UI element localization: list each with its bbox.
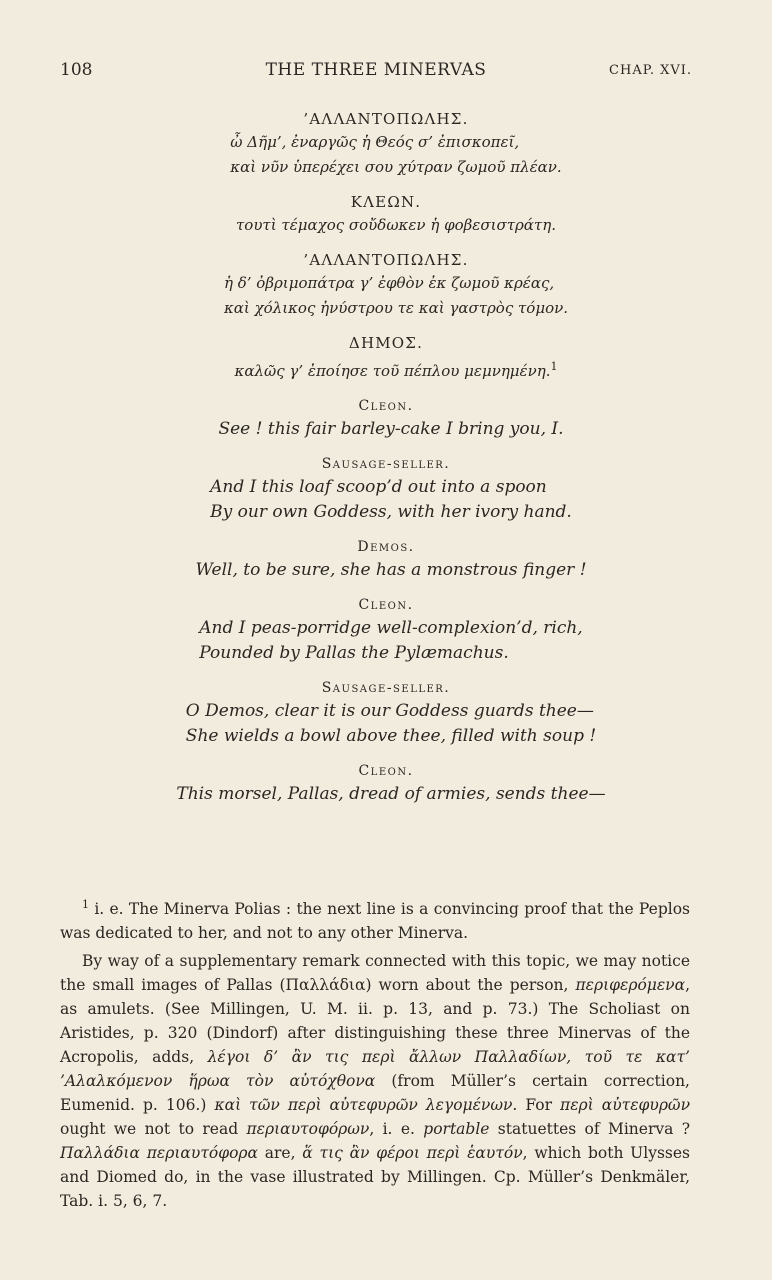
verse-line: τουτὶ τέμαχος σοὔδωκεν ἡ φοβεσιστράτη.	[235, 216, 556, 234]
verse-line: Well, to be sure, she has a monstrous finger !	[195, 560, 587, 580]
footnote-marker: 1	[550, 360, 558, 373]
verse-line: And I peas-porridge well-complexion’d, rich,	[199, 618, 583, 638]
speaker-heading: Cleon.	[358, 597, 414, 613]
verse-line: By our own Goddess, with her ivory hand.	[210, 502, 572, 522]
verse-line: Pounded by Pallas the Pylæmachus.	[199, 643, 509, 663]
speaker-heading: Cleon.	[358, 763, 414, 779]
speaker-heading: ’ΑΛΛΑΝΤΟΠΩΛΗΣ.	[303, 110, 469, 128]
verse-line: And I this loaf scoop’d out into a spoon	[210, 477, 547, 497]
footnote-text: i. e. The Minerva Polias : the next line is a convincing proof that the Peplos was dedicated to her, and not to any other Minerva.	[60, 900, 690, 943]
speaker-heading: Sausage-seller.	[321, 680, 451, 696]
verse-line: καὶ χόλικος ἠνύστρου τε καὶ γαστρὸς τόμον.	[223, 299, 569, 317]
verse-line: ἡ δ’ ὀβριμοπάτρα γ’ ἐφθὸν ἐκ ζωμοῦ κρέας,	[223, 274, 555, 292]
speaker-heading: ΚΛΕΩΝ.	[350, 193, 422, 211]
verse-line: καλῶς γ’ ἐποίησε τοῦ πέπλου μεμνημένη.$^1$	[234, 360, 558, 380]
verse-line: She wields a bowl above thee, filled with soup !	[185, 726, 597, 746]
page-number: 108	[60, 60, 93, 80]
verse-dialogue	[0, 108, 772, 807]
running-title: THE THREE MINERVAS	[265, 60, 487, 80]
speaker-heading: Demos.	[357, 539, 415, 555]
speaker-heading: Sausage-seller.	[321, 456, 451, 472]
verse-line: ὦ Δῆμ’, ἐναργῶς ἡ Θεός σ’ ἐπισκοπεῖ,	[230, 133, 520, 151]
verse-line: This morsel, Pallas, dread of armies, sends thee—	[176, 784, 606, 804]
speaker-heading: Cleon.	[358, 398, 414, 414]
verse-line: O Demos, clear it is our Goddess guards thee—	[185, 701, 594, 721]
footnote-number: 1	[82, 898, 89, 911]
notes-section	[60, 893, 690, 1213]
speaker-heading: ’ΑΛΛΑΝΤΟΠΩΛΗΣ.	[303, 251, 469, 269]
supplementary-paragraph: By way of a supplementary remark connected with this topic, we may notice the small images of Pallas (Παλλάδια) worn about the person, περιφερόμενα, as amulets. (See Millingen, U. M. ii. p. 13, and p. 73.) The Scholiast on Aristides, p. 320 (Dindorf) after distinguishing these three Minervas of the Acropolis, adds, λέγοι δ’ ἂν τις περὶ ἄλλων Παλλαδίων, τοῦ τε κατ’ ’Αλαλκόμενον ἥρωα τὸν αὐτόχθονα (from Müller’s certain correction, Eumenid. p. 106.) καὶ τῶν περὶ αὐτεφυρῶν λεγομένων. For περὶ αὐτεφυρῶν ought we not to read περιαυτοφόρων, i. e. portable statuettes of Minerva ? Παλλάδια περιαυτόφορα are, ἅ τις ἂν φέροι περὶ ἑαυτόν, which both Ulysses and Diomed do, in the vase illustrated by Millingen. Cp. Müller’s Denkmäler, Tab. i. 5, 6, 7.	[60, 952, 691, 1211]
speaker-heading: ΔΗΜΟΣ.	[348, 334, 424, 352]
page-header	[60, 60, 692, 84]
verse-line: καὶ νῦν ὑπερέχει σου χύτραν ζωμοῦ πλέαν.	[230, 158, 562, 176]
chapter-label: CHAP. XVI.	[609, 63, 692, 78]
footnote	[60, 893, 690, 945]
verse-line: See ! this fair barley-cake I bring you, I.	[218, 419, 564, 439]
